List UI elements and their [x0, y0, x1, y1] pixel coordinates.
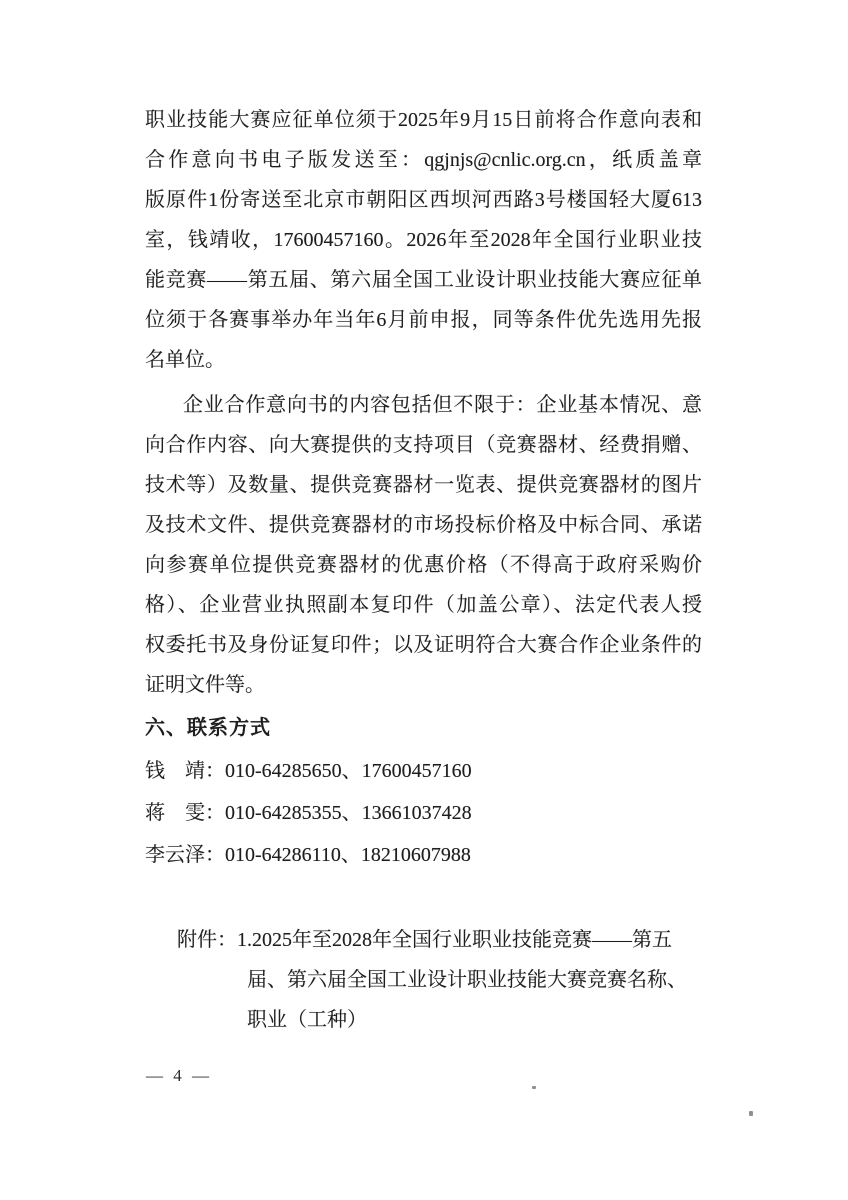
attachment-line: 附件：1.2025年至2028年全国行业职业技能竞赛——第五 [177, 929, 672, 951]
text-line: 向参赛单位提供竞赛器材的优惠价格（不得高于政府采购价 [145, 554, 702, 576]
text-line: 版原件1份寄送至北京市朝阳区西坝河西路3号楼国轻大厦613 [145, 189, 702, 211]
text-line: 职业技能大赛应征单位须于2025年9月15日前将合作意向表和 [145, 109, 702, 131]
text-line: 格）、企业营业执照副本复印件（加盖公章）、法定代表人授 [145, 594, 702, 616]
text-line: 向合作内容、向大赛提供的支持项目（竞赛器材、经费捐赠、 [145, 434, 702, 456]
attachment-note [145, 920, 702, 1040]
text-line: 企业合作意向书的内容包括但不限于：企业基本情况、意 [183, 394, 702, 416]
page-number: — 4 — [146, 1066, 212, 1085]
attachment-line: 职业（工种） [247, 1009, 367, 1031]
text-line: 名单位。 [145, 349, 225, 371]
text-line: 技术等）及数量、提供竞赛器材一览表、提供竞赛器材的图片 [145, 474, 702, 496]
text-line: 合作意向书电子版发送至：qgjnjs@cnlic.org.cn，纸质盖章 [145, 149, 702, 171]
text-line: 权委托书及身份证复印件；以及证明符合大赛合作企业条件的 [145, 634, 702, 656]
scan-speck [749, 1111, 753, 1116]
paragraph-2 [145, 385, 702, 705]
contact-line: 李云泽：010-64286110、18210607988 [145, 844, 471, 866]
text-line: 能竞赛——第五届、第六届全国工业设计职业技能大赛应征单 [145, 269, 702, 291]
contact-line: 钱 靖：010-64285650、17600457160 [145, 760, 472, 782]
contact-list [145, 750, 702, 876]
text-line: 证明文件等。 [145, 674, 265, 696]
contact-line: 蒋 雯：010-64285355、13661037428 [145, 802, 472, 824]
scan-speck [532, 1086, 536, 1089]
paragraph-1 [145, 100, 702, 380]
attachment-line: 届、第六届全国工业设计职业技能大赛竞赛名称、 [247, 969, 687, 991]
text-line: 及技术文件、提供竞赛器材的市场投标价格及中标合同、承诺 [145, 514, 702, 536]
section-heading-contact: 六、联系方式 [145, 717, 271, 739]
document-body [145, 100, 702, 1040]
text-line: 位须于各赛事举办年当年6月前申报，同等条件优先选用先报 [145, 309, 702, 331]
text-line: 室，钱靖收，17600457160。2026年至2028年全国行业职业技 [145, 229, 702, 251]
